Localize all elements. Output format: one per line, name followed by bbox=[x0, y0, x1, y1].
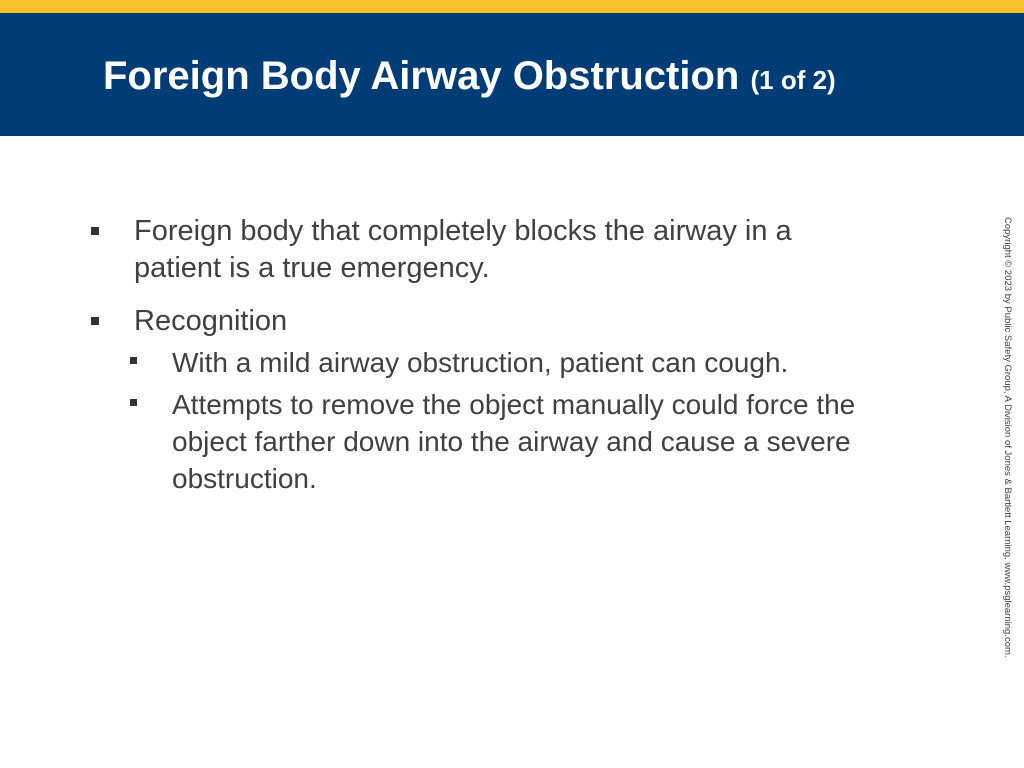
sub-bullet-text: Attempts to remove the object manually could force the object farther down into the airway and cause a severe obstruction. bbox=[172, 389, 856, 494]
slide-title-page-indicator: (1 of 2) bbox=[750, 65, 836, 95]
square-bullet-icon bbox=[130, 399, 137, 406]
copyright-notice: Copyright © 2023 by Public Safety Group, A Division of Jones & Bartlett Learning. www.psglearning.com. bbox=[1002, 217, 1013, 658]
sub-bullet-item bbox=[172, 386, 902, 497]
sub-bullet-item bbox=[172, 344, 902, 381]
bullet-text: Foreign body that completely blocks the airway in a patient is a true emergency. bbox=[134, 215, 792, 284]
sub-bullet-text: With a mild airway obstruction, patient can cough. bbox=[172, 347, 789, 378]
slide-title-main: Foreign Body Airway Obstruction bbox=[103, 54, 740, 98]
bullet-item bbox=[134, 213, 874, 287]
square-bullet-icon bbox=[130, 357, 137, 364]
bullet-item bbox=[134, 303, 874, 340]
bullet-text: Recognition bbox=[134, 305, 288, 337]
square-bullet-icon bbox=[91, 317, 99, 325]
square-bullet-icon bbox=[91, 227, 99, 235]
